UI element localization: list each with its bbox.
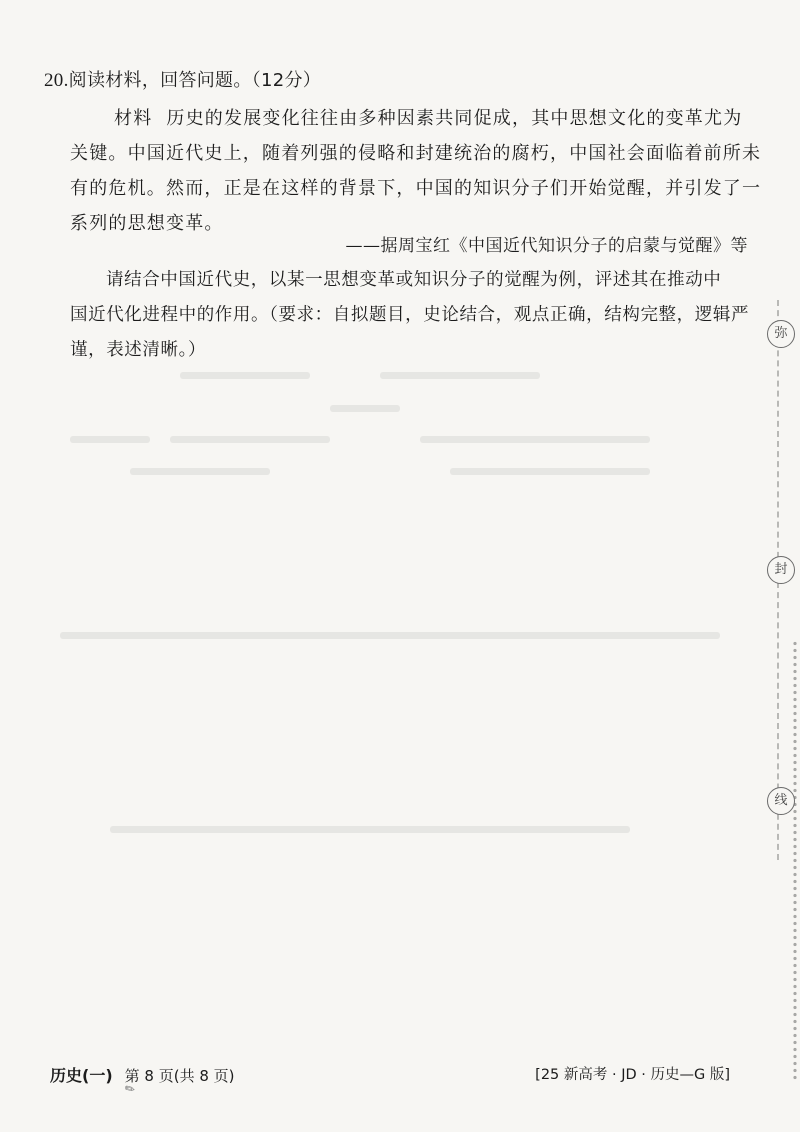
prompt-line: 请结合中国近代史，以某一思想变革或知识分子的觉醒为例，评述其在推动中 — [106, 270, 722, 290]
seal-mark-feng: 封 — [767, 556, 795, 584]
binding-perforation — [792, 640, 798, 1080]
footer-edition: [25 新高考 · JD · 历史—G 版] — [535, 1067, 730, 1083]
pencil-scribble-icon: ✎ — [122, 1080, 138, 1098]
material-line: 系列的思想变革。 — [70, 213, 224, 234]
print-through-mark — [170, 436, 330, 443]
material-line: 材料 历史的发展变化往往由多种因素共同促成，其中思想文化的变革尤为 — [114, 108, 743, 129]
material-line: 关键。中国近代史上，随着列强的侵略和封建统治的腐朽，中国社会面临着前所未 — [70, 143, 762, 164]
print-through-mark — [130, 468, 270, 475]
print-through-mark — [60, 632, 720, 639]
seal-mark-xian: 线 — [767, 787, 795, 815]
question-title: 阅读材料，回答问题。（12分） — [68, 70, 322, 91]
material-tag: 材料 — [114, 108, 153, 129]
question-prompt — [70, 263, 750, 368]
seal-mark-mi: 弥 — [767, 320, 795, 348]
print-through-mark — [420, 436, 650, 443]
print-through-mark — [70, 436, 150, 443]
print-through-mark — [180, 372, 310, 379]
footer-page-info — [50, 1063, 235, 1086]
question-heading — [44, 66, 321, 92]
material-passage — [70, 101, 762, 241]
prompt-line: 谨，表述清晰。） — [70, 340, 207, 360]
print-through-mark — [110, 826, 630, 833]
footer-subject: 历史(一) — [50, 1066, 113, 1085]
material-line: 有的危机。然而，正是在这样的背景下，中国的知识分子们开始觉醒，并引发了一 — [70, 178, 762, 199]
question-number: 20. — [44, 70, 69, 91]
prompt-line: 国近代化进程中的作用。（要求：自拟题目，史论结合，观点正确，结构完整，逻辑严 — [70, 305, 750, 325]
print-through-mark — [450, 468, 650, 475]
print-through-mark — [330, 405, 400, 412]
material-source: ——据周宝红《中国近代知识分子的启蒙与觉醒》等 — [345, 236, 748, 256]
print-through-mark — [380, 372, 540, 379]
footer-page-number: 第 8 页(共 8 页) — [124, 1067, 235, 1085]
